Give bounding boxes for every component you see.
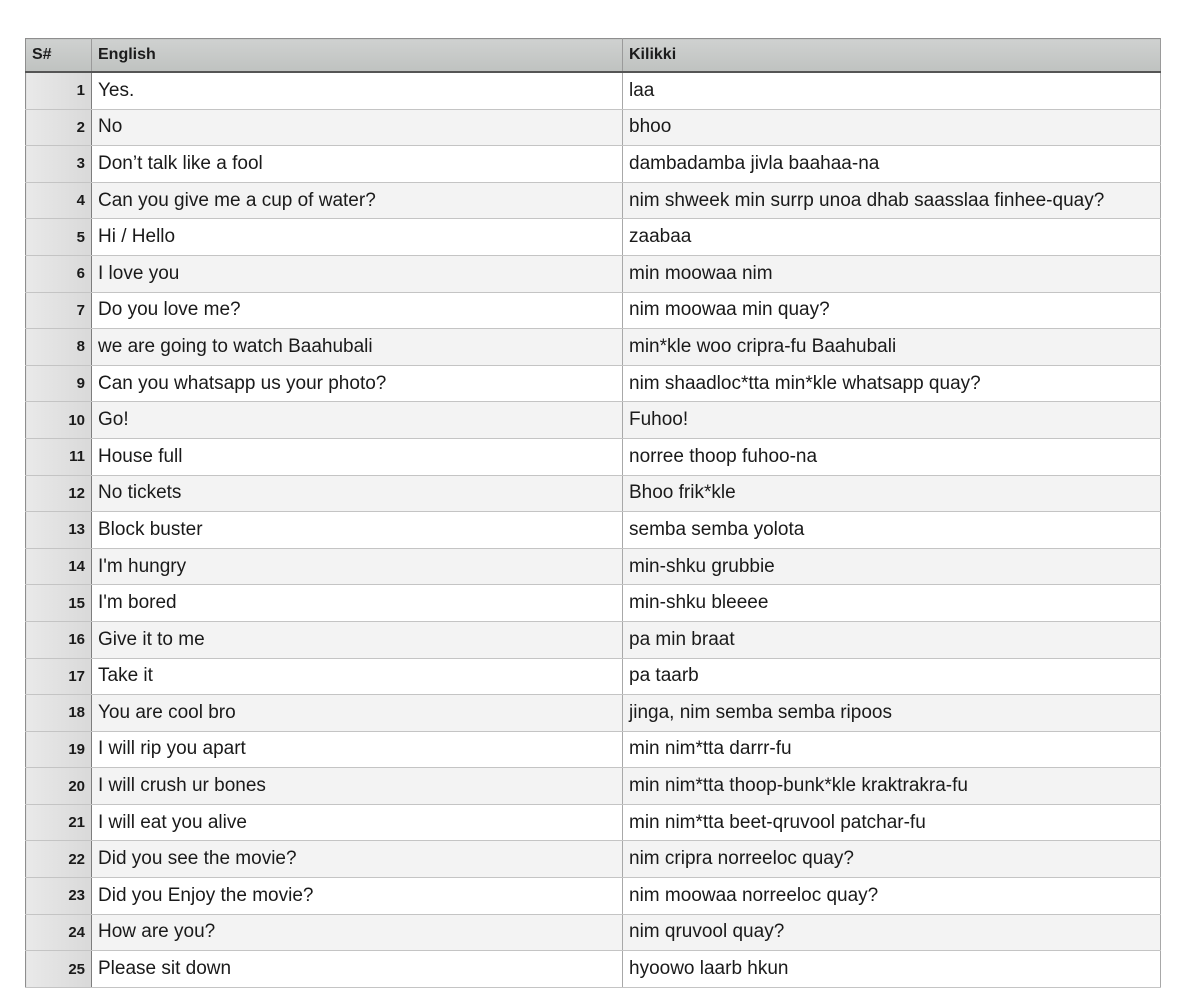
row-number-cell[interactable]: 12 (26, 475, 92, 512)
table-row (26, 402, 1161, 439)
table-row (26, 329, 1161, 366)
table-row (26, 292, 1161, 329)
kilikki-cell[interactable]: laa (623, 72, 1161, 109)
row-number-cell[interactable]: 6 (26, 255, 92, 292)
row-number-cell[interactable]: 2 (26, 109, 92, 146)
kilikki-cell[interactable]: dambadamba jivla baahaa-na (623, 146, 1161, 183)
kilikki-cell[interactable]: min moowaa nim (623, 255, 1161, 292)
kilikki-cell[interactable]: pa min braat (623, 621, 1161, 658)
table-row (26, 841, 1161, 878)
table-row (26, 548, 1161, 585)
english-cell[interactable]: I will crush ur bones (92, 768, 623, 805)
english-cell[interactable]: Hi / Hello (92, 219, 623, 256)
table-row (26, 219, 1161, 256)
english-cell[interactable]: Don’t talk like a fool (92, 146, 623, 183)
english-cell[interactable]: No tickets (92, 475, 623, 512)
english-cell[interactable]: Take it (92, 658, 623, 695)
kilikki-cell[interactable]: zaabaa (623, 219, 1161, 256)
kilikki-cell[interactable]: pa taarb (623, 658, 1161, 695)
column-header-kilikki[interactable]: Kilikki (623, 39, 1161, 73)
kilikki-cell[interactable]: min-shku grubbie (623, 548, 1161, 585)
kilikki-cell[interactable]: Fuhoo! (623, 402, 1161, 439)
table-row (26, 72, 1161, 109)
table-row (26, 695, 1161, 732)
kilikki-cell[interactable]: bhoo (623, 109, 1161, 146)
kilikki-cell[interactable]: hyoowo laarb hkun (623, 951, 1161, 988)
english-cell[interactable]: Do you love me? (92, 292, 623, 329)
kilikki-cell[interactable]: nim qruvool quay? (623, 914, 1161, 951)
english-cell[interactable]: Go! (92, 402, 623, 439)
kilikki-cell[interactable]: min-shku bleeee (623, 585, 1161, 622)
english-cell[interactable]: I will rip you apart (92, 731, 623, 768)
table-header (26, 39, 1161, 73)
kilikki-cell[interactable]: semba semba yolota (623, 512, 1161, 549)
table-row (26, 804, 1161, 841)
row-number-cell[interactable]: 9 (26, 365, 92, 402)
kilikki-cell[interactable]: nim moowaa norreeloc quay? (623, 878, 1161, 915)
english-cell[interactable]: I'm bored (92, 585, 623, 622)
row-number-cell[interactable]: 20 (26, 768, 92, 805)
table-row (26, 768, 1161, 805)
table-row (26, 878, 1161, 915)
english-cell[interactable]: How are you? (92, 914, 623, 951)
translation-sheet (25, 38, 1160, 988)
english-cell[interactable]: House full (92, 438, 623, 475)
table-row (26, 475, 1161, 512)
english-cell[interactable]: Did you Enjoy the movie? (92, 878, 623, 915)
kilikki-cell[interactable]: nim shaadloc*tta min*kle whatsapp quay? (623, 365, 1161, 402)
kilikki-cell[interactable]: min nim*tta thoop-bunk*kle kraktrakra-fu (623, 768, 1161, 805)
english-cell[interactable]: Block buster (92, 512, 623, 549)
table-row (26, 182, 1161, 219)
kilikki-cell[interactable]: min nim*tta beet-qruvool patchar-fu (623, 804, 1161, 841)
table-row (26, 731, 1161, 768)
table-row (26, 951, 1161, 988)
column-header-serial[interactable]: S# (26, 39, 92, 73)
english-cell[interactable]: No (92, 109, 623, 146)
table-body (26, 72, 1161, 987)
table-row (26, 585, 1161, 622)
row-number-cell[interactable]: 8 (26, 329, 92, 366)
row-number-cell[interactable]: 13 (26, 512, 92, 549)
row-number-cell[interactable]: 19 (26, 731, 92, 768)
english-cell[interactable]: Please sit down (92, 951, 623, 988)
kilikki-cell[interactable]: min*kle woo cripra-fu Baahubali (623, 329, 1161, 366)
table-row (26, 146, 1161, 183)
row-number-cell[interactable]: 22 (26, 841, 92, 878)
row-number-cell[interactable]: 7 (26, 292, 92, 329)
english-cell[interactable]: I love you (92, 255, 623, 292)
kilikki-cell[interactable]: nim cripra norreeloc quay? (623, 841, 1161, 878)
row-number-cell[interactable]: 25 (26, 951, 92, 988)
row-number-cell[interactable]: 17 (26, 658, 92, 695)
row-number-cell[interactable]: 21 (26, 804, 92, 841)
row-number-cell[interactable]: 11 (26, 438, 92, 475)
row-number-cell[interactable]: 1 (26, 72, 92, 109)
row-number-cell[interactable]: 24 (26, 914, 92, 951)
row-number-cell[interactable]: 10 (26, 402, 92, 439)
english-cell[interactable]: Can you give me a cup of water? (92, 182, 623, 219)
kilikki-cell[interactable]: min nim*tta darrr-fu (623, 731, 1161, 768)
header-row (26, 39, 1161, 73)
row-number-cell[interactable]: 23 (26, 878, 92, 915)
english-cell[interactable]: Did you see the movie? (92, 841, 623, 878)
kilikki-cell[interactable]: nim moowaa min quay? (623, 292, 1161, 329)
english-cell[interactable]: I will eat you alive (92, 804, 623, 841)
row-number-cell[interactable]: 14 (26, 548, 92, 585)
row-number-cell[interactable]: 15 (26, 585, 92, 622)
table-row (26, 914, 1161, 951)
table-row (26, 621, 1161, 658)
row-number-cell[interactable]: 3 (26, 146, 92, 183)
kilikki-cell[interactable]: nim shweek min surrp unoa dhab saasslaa finhee-quay? (623, 182, 1161, 219)
english-cell[interactable]: Give it to me (92, 621, 623, 658)
row-number-cell[interactable]: 16 (26, 621, 92, 658)
english-cell[interactable]: we are going to watch Baahubali (92, 329, 623, 366)
english-cell[interactable]: Can you whatsapp us your photo? (92, 365, 623, 402)
row-number-cell[interactable]: 5 (26, 219, 92, 256)
table-row (26, 438, 1161, 475)
table-row (26, 365, 1161, 402)
table-row (26, 255, 1161, 292)
row-number-cell[interactable]: 18 (26, 695, 92, 732)
row-number-cell[interactable]: 4 (26, 182, 92, 219)
kilikki-cell[interactable]: norree thoop fuhoo-na (623, 438, 1161, 475)
kilikki-cell[interactable]: Bhoo frik*kle (623, 475, 1161, 512)
table-row (26, 109, 1161, 146)
table-row (26, 658, 1161, 695)
kilikki-cell[interactable]: jinga, nim semba semba ripoos (623, 695, 1161, 732)
column-header-english[interactable]: English (92, 39, 623, 73)
english-cell[interactable]: You are cool bro (92, 695, 623, 732)
translation-table (25, 38, 1161, 988)
english-cell[interactable]: Yes. (92, 72, 623, 109)
table-row (26, 512, 1161, 549)
english-cell[interactable]: I'm hungry (92, 548, 623, 585)
